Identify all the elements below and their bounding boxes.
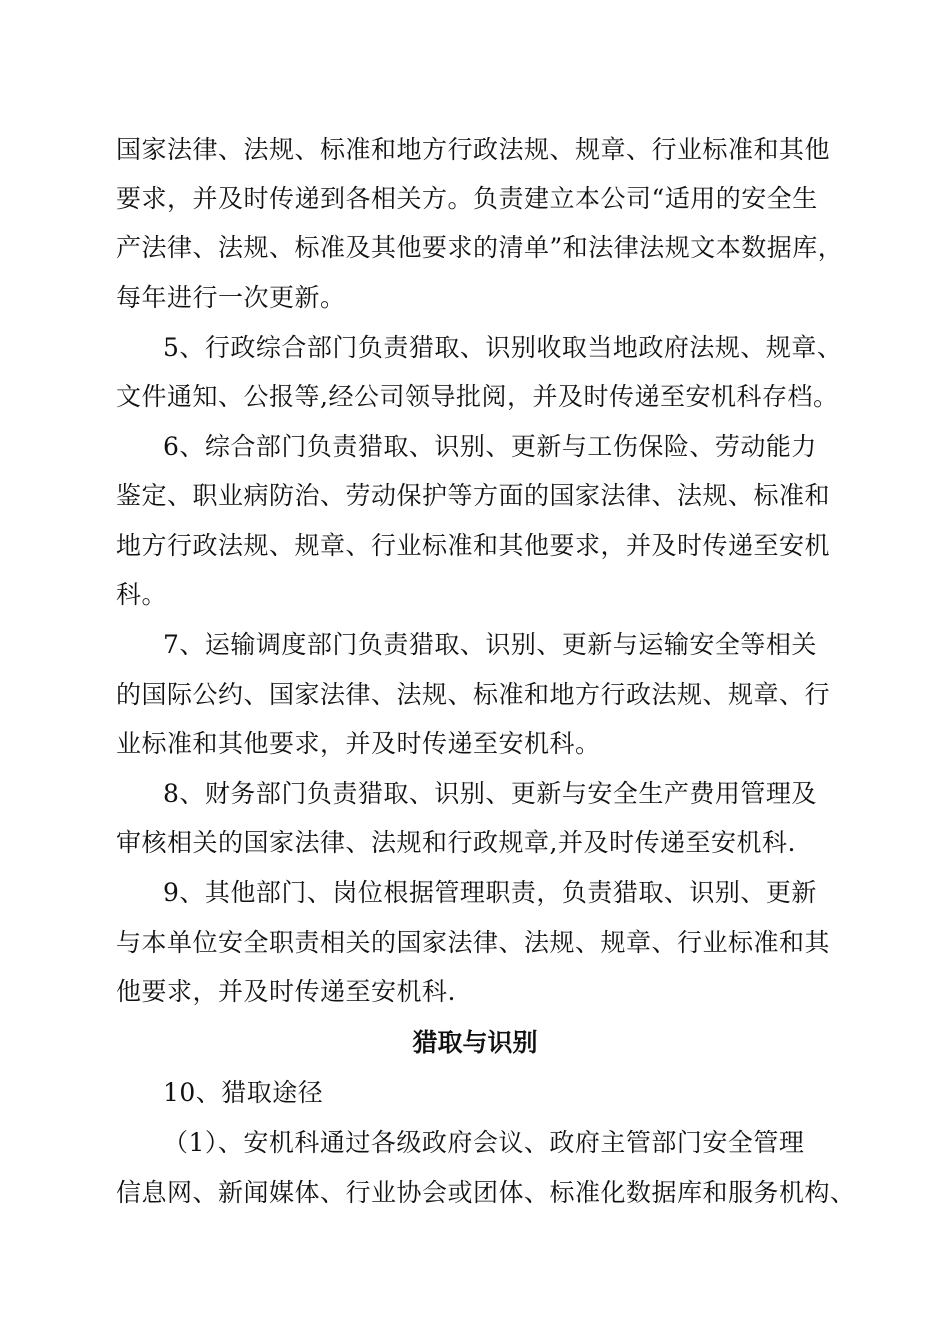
text-line: 要求，并及时传递到各相关方。负责建立本公司“适用的安全生 bbox=[116, 184, 818, 213]
sub-item-1-line-1: （1）、安机科通过各级政府会议、政府主管部门安全管理 bbox=[163, 1128, 805, 1157]
text-line: 产法律、法规、标准及其他要求的清单”和法律法规文本数据库， bbox=[116, 233, 844, 262]
paragraph-6-line-4: 科。 bbox=[116, 580, 168, 609]
paragraph-5-line-1: 5、行政综合部门负责猎取、识别收取当地政府法规、规章、 bbox=[163, 333, 843, 362]
paragraph-8-line-2: 审核相关的国家法律、法规和行政规章,并及时传递至安机科. bbox=[116, 828, 796, 857]
paragraph-6-line-3: 地方行政法规、规章、行业标准和其他要求，并及时传递至安机 bbox=[116, 531, 831, 560]
section-heading: 猎取与识别 bbox=[412, 1028, 538, 1057]
paragraph-5-line-2: 文件通知、公报等,经公司领导批阅，并及时传递至安机科存档。 bbox=[116, 382, 839, 411]
paragraph-7-line-3: 业标准和其他要求，并及时传递至安机科。 bbox=[116, 729, 601, 758]
paragraph-8-line-1: 8、财务部门负责猎取、识别、更新与安全生产费用管理及 bbox=[163, 779, 817, 808]
sub-item-1-line-2: 信息网、新闻媒体、行业协会或团体、标准化数据库和服务机构、 bbox=[116, 1178, 856, 1207]
item-10-title: 10、猎取途径 bbox=[163, 1078, 324, 1107]
paragraph-9-line-3: 他要求，并及时传递至安机科. bbox=[116, 977, 456, 1006]
paragraph-7-line-1: 7、运输调度部门负责猎取、识别、更新与运输安全等相关 bbox=[163, 630, 817, 659]
paragraph-6-line-1: 6、综合部门负责猎取、识别、更新与工伤保险、劳动能力 bbox=[163, 432, 817, 461]
paragraph-9-line-2: 与本单位安全职责相关的国家法律、法规、规章、行业标准和其 bbox=[116, 928, 831, 957]
paragraph-9-line-1: 9、其他部门、岗位根据管理职责，负责猎取、识别、更新 bbox=[163, 878, 817, 907]
paragraph-7-line-2: 的国际公约、国家法律、法规、标准和地方行政法规、规章、行 bbox=[116, 680, 831, 709]
text-line: 国家法律、法规、标准和地方行政法规、规章、行业标准和其他 bbox=[116, 135, 831, 164]
text-line: 每年进行一次更新。 bbox=[116, 283, 346, 312]
paragraph-6-line-2: 鉴定、职业病防治、劳动保护等方面的国家法律、法规、标准和 bbox=[116, 481, 831, 510]
